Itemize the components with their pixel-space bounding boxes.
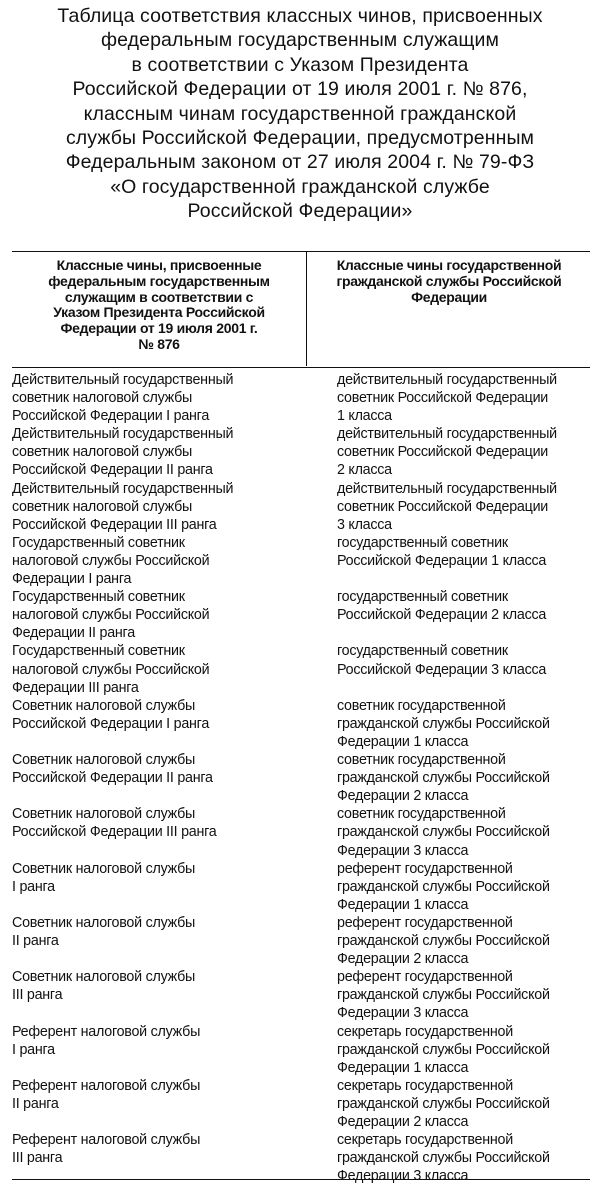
- old-rank-line: советник налоговой службы: [12, 444, 193, 461]
- old-rank-cell: [12, 1077, 337, 1113]
- new-rank-line: советник государственной: [337, 752, 506, 769]
- old-rank-line: Государственный советник: [12, 534, 185, 551]
- old-rank-line: Государственный советник: [12, 643, 185, 660]
- table-body: [12, 371, 590, 1185]
- new-rank-cell: [337, 480, 590, 534]
- new-rank-cell: [337, 1077, 590, 1131]
- old-rank-line: Российской Федерации II ранга: [12, 770, 213, 787]
- new-rank-line: советник Российской Федерации: [337, 390, 549, 407]
- header-left-line: Классные чины, присвоенные: [56, 257, 262, 273]
- table-row: [12, 588, 590, 642]
- table-row: [12, 697, 590, 751]
- old-rank-cell: [12, 534, 337, 588]
- old-rank-cell: [12, 968, 337, 1004]
- table-row: [12, 968, 590, 1022]
- old-rank-line: Действительный государственный: [12, 480, 234, 497]
- new-rank-line: советник Российской Федерации: [337, 498, 549, 515]
- title-line: федеральным государственным служащим: [101, 29, 499, 52]
- new-rank-line: 1 класса: [337, 408, 392, 425]
- old-rank-line: II ранга: [12, 1095, 59, 1112]
- table-row: [12, 1023, 590, 1077]
- table-bottom-rule: [12, 1179, 590, 1180]
- new-rank-line: 3 класса: [337, 516, 392, 533]
- new-rank-line: гражданской службы Российской: [337, 878, 550, 895]
- old-rank-line: Референт налоговой службы: [12, 1023, 201, 1040]
- header-left-line: Федерации от 19 июля 2001 г.: [60, 320, 258, 337]
- new-rank-line: Российской Федерации 3 класса: [337, 661, 547, 678]
- title-line: службы Российской Федерации, предусмотренным: [65, 127, 535, 150]
- new-rank-line: гражданской службы Российской: [337, 933, 550, 950]
- new-rank-line: действительный государственный: [337, 372, 557, 388]
- title-line: в соответствии с Указом Президента: [131, 53, 469, 76]
- new-rank-cell: [337, 425, 590, 479]
- old-rank-cell: [12, 914, 337, 950]
- old-rank-line: I ранга: [12, 1041, 55, 1058]
- old-rank-line: II ранга: [12, 933, 59, 950]
- old-rank-line: советник налоговой службы: [12, 390, 193, 407]
- new-rank-line: Федерации 3 класса: [337, 1005, 469, 1022]
- title-line: классным чинам государственной гражданской: [83, 102, 517, 125]
- new-rank-line: референт государственной: [337, 914, 513, 931]
- old-rank-line: налоговой службы Российской: [12, 607, 210, 624]
- new-rank-line: гражданской службы Российской: [337, 715, 550, 732]
- new-rank-line: Российской Федерации 1 класса: [337, 552, 547, 569]
- new-rank-cell: [337, 371, 590, 425]
- old-rank-cell: [12, 371, 337, 425]
- table-row: [12, 805, 590, 859]
- old-rank-cell: [12, 805, 337, 841]
- new-rank-line: референт государственной: [337, 969, 513, 986]
- old-rank-cell: [12, 860, 337, 896]
- new-rank-line: референт государственной: [337, 860, 513, 877]
- new-rank-cell: [337, 1131, 590, 1185]
- new-rank-line: государственный советник: [337, 643, 508, 660]
- new-rank-line: Федерации 1 класса: [337, 733, 469, 750]
- new-rank-line: действительный государственный: [337, 480, 557, 497]
- new-rank-line: Федерации 2 класса: [337, 1114, 469, 1131]
- old-rank-line: Советник налоговой службы: [12, 697, 196, 714]
- old-rank-cell: [12, 588, 337, 642]
- new-rank-line: секретарь государственной: [337, 1023, 513, 1040]
- new-rank-cell: [337, 805, 590, 859]
- new-rank-cell: [337, 534, 590, 570]
- header-column-divider: [306, 252, 307, 366]
- new-rank-line: Федерации 2 класса: [337, 788, 469, 805]
- header-right-column: [310, 258, 588, 305]
- document-title: [10, 4, 590, 224]
- old-rank-line: Федерации II ранга: [12, 625, 135, 642]
- table-row: [12, 642, 590, 696]
- old-rank-line: III ранга: [12, 1150, 63, 1167]
- old-rank-line: Советник налоговой службы: [12, 752, 196, 769]
- old-rank-line: I ранга: [12, 878, 55, 895]
- new-rank-line: гражданской службы Российской: [337, 1041, 550, 1058]
- new-rank-cell: [337, 588, 590, 624]
- old-rank-line: Советник налоговой службы: [12, 969, 196, 986]
- old-rank-line: Советник налоговой службы: [12, 860, 196, 877]
- header-left-line: федеральным государственным: [48, 272, 270, 289]
- table-row: [12, 1131, 590, 1185]
- old-rank-line: Государственный советник: [12, 589, 185, 606]
- new-rank-line: советник государственной: [337, 806, 506, 823]
- table-top-rule: [12, 251, 590, 252]
- old-rank-cell: [12, 425, 337, 479]
- title-line: Российской Федерации»: [187, 200, 413, 223]
- old-rank-cell: [12, 480, 337, 534]
- old-rank-cell: [12, 642, 337, 696]
- new-rank-line: гражданской службы Российской: [337, 770, 550, 787]
- new-rank-line: Федерации 1 класса: [337, 896, 469, 913]
- old-rank-line: Федерации III ранга: [12, 679, 139, 696]
- new-rank-line: секретарь государственной: [337, 1077, 513, 1094]
- table-row: [12, 1077, 590, 1131]
- table-row: [12, 534, 590, 588]
- old-rank-line: Российской Федерации I ранга: [12, 715, 210, 732]
- old-rank-line: советник налоговой службы: [12, 498, 193, 515]
- old-rank-cell: [12, 1023, 337, 1059]
- new-rank-line: государственный советник: [337, 589, 508, 606]
- new-rank-cell: [337, 914, 590, 968]
- new-rank-line: Федерации 3 класса: [337, 842, 469, 859]
- new-rank-cell: [337, 751, 590, 805]
- new-rank-line: гражданской службы Российской: [337, 824, 550, 841]
- old-rank-cell: [12, 697, 337, 733]
- new-rank-line: государственный советник: [337, 534, 508, 551]
- old-rank-line: Советник налоговой службы: [12, 914, 196, 931]
- header-left-line: № 876: [138, 335, 180, 352]
- old-rank-line: Российской Федерации III ранга: [12, 824, 217, 841]
- header-left-column: [14, 258, 304, 353]
- old-rank-line: налоговой службы Российской: [12, 552, 210, 569]
- table-row: [12, 751, 590, 805]
- new-rank-line: советник Российской Федерации: [337, 444, 549, 461]
- old-rank-line: Референт налоговой службы: [12, 1077, 201, 1094]
- new-rank-line: Федерации 2 класса: [337, 951, 469, 968]
- new-rank-line: гражданской службы Российской: [337, 987, 550, 1004]
- header-right-line: гражданской службы Российской: [336, 272, 562, 289]
- new-rank-cell: [337, 642, 590, 678]
- new-rank-line: 2 класса: [337, 462, 392, 479]
- table-row: [12, 480, 590, 534]
- new-rank-line: действительный государственный: [337, 426, 557, 443]
- old-rank-line: Действительный государственный: [12, 426, 234, 443]
- new-rank-line: Федерации 1 класса: [337, 1059, 469, 1076]
- old-rank-line: налоговой службы Российской: [12, 661, 210, 678]
- old-rank-line: Федерации I ранга: [12, 571, 132, 588]
- header-right-line: Классные чины государственной: [336, 257, 562, 273]
- table-row: [12, 860, 590, 914]
- old-rank-cell: [12, 751, 337, 787]
- old-rank-line: Советник налоговой службы: [12, 806, 196, 823]
- table-row: [12, 425, 590, 479]
- new-rank-line: секретарь государственной: [337, 1132, 513, 1149]
- title-line: Таблица соответствия классных чинов, присвоенных: [57, 5, 543, 27]
- new-rank-line: гражданской службы Российской: [337, 1150, 550, 1167]
- old-rank-line: Российской Федерации I ранга: [12, 408, 210, 425]
- header-left-line: Указом Президента Российской: [53, 304, 265, 321]
- new-rank-line: гражданской службы Российской: [337, 1095, 550, 1112]
- title-line: Федеральным законом от 27 июля 2004 г. № 79-ФЗ: [65, 151, 535, 174]
- table-row: [12, 371, 590, 425]
- old-rank-line: III ранга: [12, 987, 63, 1004]
- new-rank-line: Российской Федерации 2 класса: [337, 607, 547, 624]
- old-rank-line: Референт налоговой службы: [12, 1132, 201, 1149]
- new-rank-line: советник государственной: [337, 697, 506, 714]
- title-line: Российской Федерации от 19 июля 2001 г. № 876,: [72, 78, 528, 101]
- new-rank-cell: [337, 968, 590, 1022]
- old-rank-cell: [12, 1131, 337, 1167]
- new-rank-cell: [337, 697, 590, 751]
- table-row: [12, 914, 590, 968]
- new-rank-line: Федерации 3 класса: [337, 1168, 469, 1185]
- old-rank-line: Российской Федерации III ранга: [12, 516, 217, 533]
- header-right-line: Федерации: [411, 288, 487, 305]
- title-line: «О государственной гражданской службе: [110, 175, 490, 198]
- old-rank-line: Российской Федерации II ранга: [12, 462, 213, 479]
- old-rank-line: Действительный государственный: [12, 372, 234, 388]
- new-rank-cell: [337, 860, 590, 914]
- new-rank-cell: [337, 1023, 590, 1077]
- header-left-line: служащим в соответствии с: [64, 288, 254, 305]
- header-bottom-rule: [12, 367, 590, 368]
